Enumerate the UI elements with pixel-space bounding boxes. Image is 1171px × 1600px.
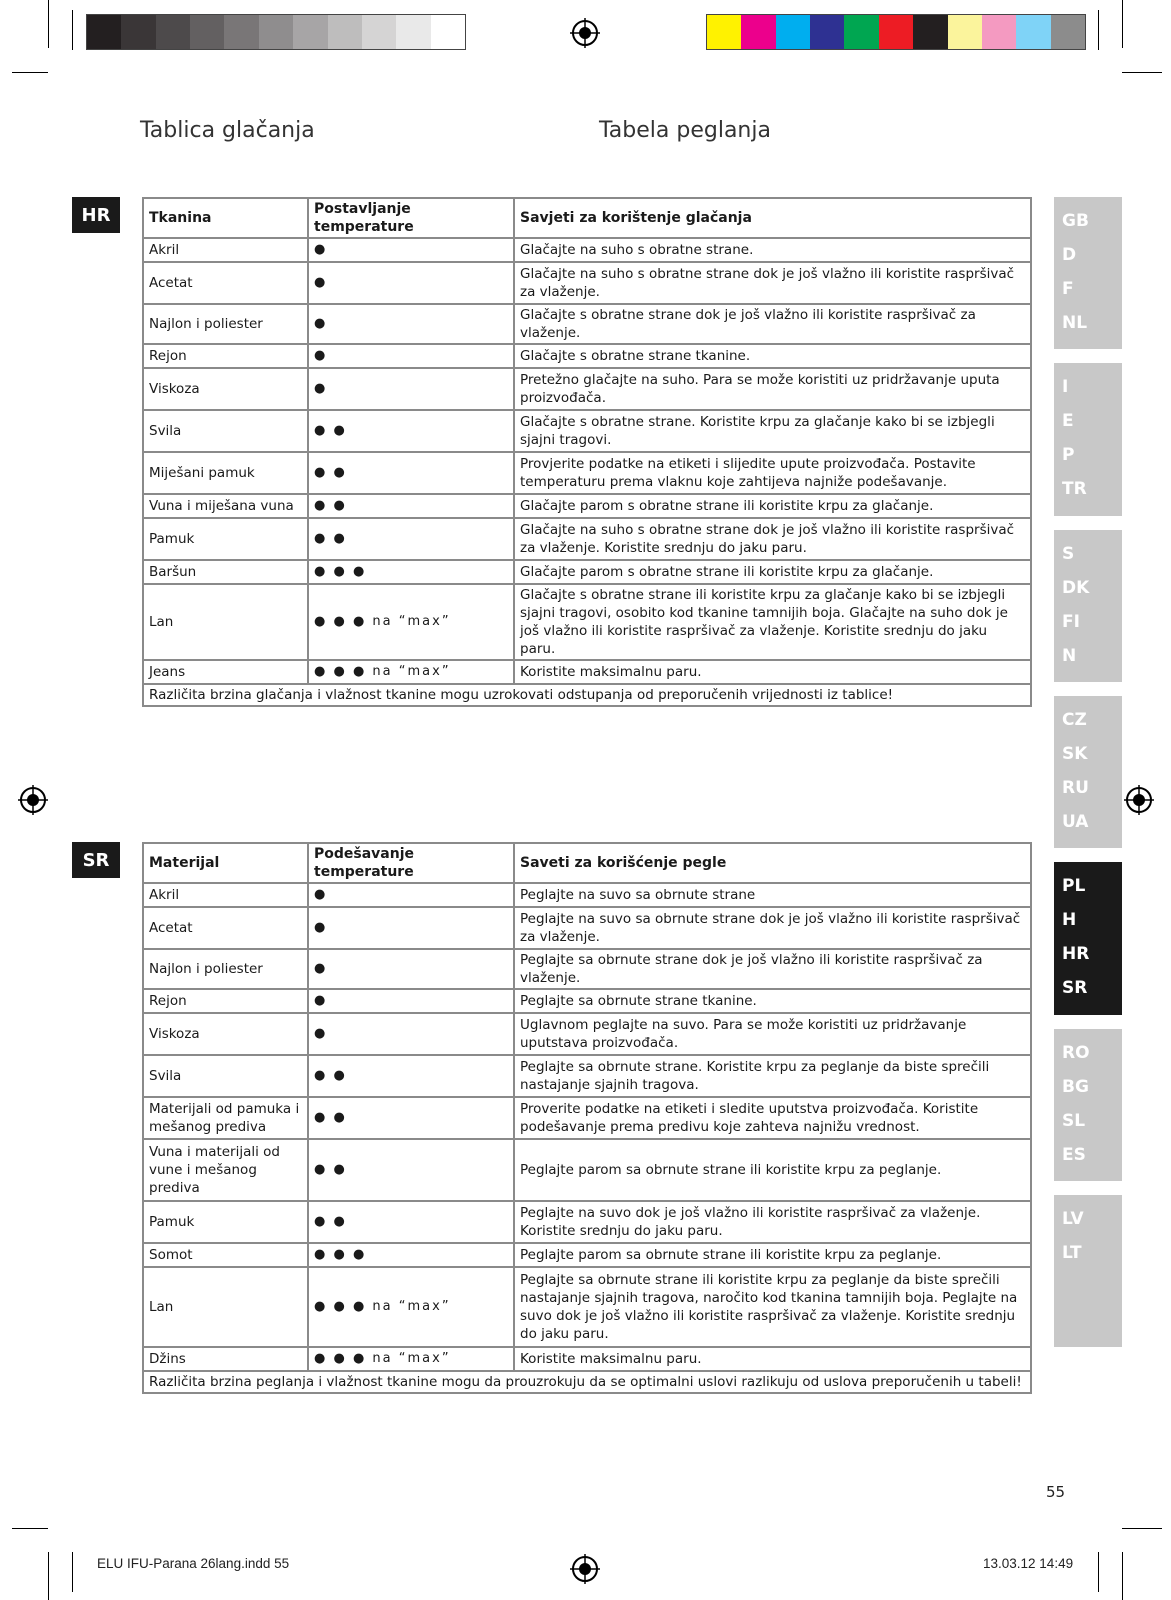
temperature-cell: ● ● ● na “max” (308, 660, 514, 684)
fabric-cell: Akril (143, 883, 308, 907)
temperature-cell: ● (308, 989, 514, 1013)
fabric-cell: Miješani pamuk (143, 452, 308, 494)
registration-mark-icon (1124, 785, 1154, 815)
table-row (143, 883, 1031, 907)
table-row (143, 1243, 1031, 1267)
fabric-cell: Džins (143, 1347, 308, 1371)
language-group (1054, 862, 1122, 1015)
temperature-cell: ● (308, 1013, 514, 1055)
page-number: 55 (1046, 1483, 1066, 1501)
registration-mark-icon (18, 785, 48, 815)
temperature-cell: ● ● ● (308, 1243, 514, 1267)
table-row (143, 368, 1031, 410)
temperature-cell: ● ● (308, 410, 514, 452)
temperature-cell: ● (308, 907, 514, 949)
table-row (143, 494, 1031, 518)
temperature-cell: ● ● (308, 1201, 514, 1243)
color-swatch (776, 15, 810, 49)
language-tab-sl: SL (1062, 1111, 1086, 1131)
tip-cell: Glačajte na suho s obratne strane. (514, 238, 1031, 262)
crop-mark (48, 0, 49, 48)
language-tab-h: H (1062, 910, 1077, 930)
language-tab-pl: PL (1062, 876, 1086, 896)
color-swatch (293, 15, 327, 49)
crop-mark (12, 72, 48, 73)
temperature-cell: ● (308, 304, 514, 344)
table-header-row (143, 843, 1031, 883)
registration-mark-icon (570, 18, 600, 48)
temperature-cell: ● (308, 262, 514, 304)
table-row (143, 304, 1031, 344)
temperature-cell: ● (308, 368, 514, 410)
table-row (143, 410, 1031, 452)
language-tab-lv: LV (1062, 1209, 1084, 1229)
language-tab-f: F (1062, 279, 1074, 299)
language-tab-p: P (1062, 445, 1075, 465)
tip-cell: Koristite maksimalnu paru. (514, 1347, 1031, 1371)
color-swatch (190, 15, 224, 49)
fabric-cell: Lan (143, 584, 308, 660)
table-row (143, 1347, 1031, 1371)
color-swatch (121, 15, 155, 49)
tip-cell: Glačajte s obratne strane. Koristite krpu za glačanje kako bi se izbjegli sjajni tragovi. (514, 410, 1031, 452)
language-group (1054, 696, 1122, 848)
tip-cell: Glačajte s obratne strane tkanine. (514, 344, 1031, 368)
language-group (1054, 1029, 1122, 1181)
footer-file-name: ELU IFU-Parana 26lang.indd 55 (97, 1556, 290, 1571)
fabric-cell: Acetat (143, 907, 308, 949)
ironing-table-hr (142, 197, 1032, 707)
table-row (143, 907, 1031, 949)
column-header: Podešavanje temperature (308, 843, 514, 883)
tip-cell: Peglajte sa obrnute strane dok je još vlažno ili koristite raspršivač za vlaženje. (514, 949, 1031, 989)
fabric-cell: Rejon (143, 989, 308, 1013)
tip-cell: Proverite podatke na etiketi i sledite uputstva proizvođača. Koristite podešavanje prema predivu koje zahteva najnižu vrednost. (514, 1097, 1031, 1139)
language-tab-ru: RU (1062, 778, 1089, 798)
color-swatch (948, 15, 982, 49)
temperature-cell: ● ● ● na “max” (308, 1267, 514, 1347)
fabric-cell: Acetat (143, 262, 308, 304)
fabric-cell: Pamuk (143, 518, 308, 560)
section-label-hr: HR (72, 197, 120, 233)
temperature-cell: ● ● ● na “max” (308, 1347, 514, 1371)
temperature-cell: ● ● (308, 452, 514, 494)
process-color-bar (706, 14, 1086, 50)
color-swatch (913, 15, 947, 49)
language-group (1054, 530, 1122, 682)
tip-cell: Glačajte parom s obratne strane ili koristite krpu za glačanje. (514, 560, 1031, 584)
fabric-cell: Baršun (143, 560, 308, 584)
crop-mark (48, 1552, 49, 1600)
column-header: Saveti za korišćenje pegle (514, 843, 1031, 883)
fabric-cell: Svila (143, 1055, 308, 1097)
tip-cell: Glačajte s obratne strane dok je još vlažno ili koristite raspršivač za vlaženje. (514, 304, 1031, 344)
tip-cell: Provjerite podatke na etiketi i slijedite upute proizvođača. Postavite temperaturu prema vlaknu koje zahtijeva najniže podešavanje. (514, 452, 1031, 494)
tip-cell: Glačajte na suho s obratne strane dok je još vlažno ili koristite raspršivač za vlaženje. Koristite srednju do jaku paru. (514, 518, 1031, 560)
language-group (1054, 197, 1122, 349)
temperature-cell: ● (308, 344, 514, 368)
fabric-cell: Najlon i poliester (143, 304, 308, 344)
fabric-cell: Viskoza (143, 1013, 308, 1055)
table-header-row (143, 198, 1031, 238)
fabric-cell: Lan (143, 1267, 308, 1347)
fabric-cell: Akril (143, 238, 308, 262)
ironing-table-sr (142, 842, 1032, 1394)
fabric-cell: Najlon i poliester (143, 949, 308, 989)
color-swatch (156, 15, 190, 49)
temperature-cell: ● ● ● na “max” (308, 584, 514, 660)
language-group (1054, 363, 1122, 516)
fabric-cell: Vuna i materijali od vune i mešanog prediva (143, 1139, 308, 1201)
color-swatch (1051, 15, 1085, 49)
language-tab-i: I (1062, 377, 1069, 397)
language-tab-nl: NL (1062, 313, 1088, 333)
table-row (143, 1013, 1031, 1055)
table-row (143, 989, 1031, 1013)
footer-date: 13.03.12 14:49 (983, 1556, 1074, 1571)
color-swatch (879, 15, 913, 49)
crop-mark (12, 1528, 48, 1529)
column-header: Tkanina (143, 198, 308, 238)
temperature-cell: ● ● (308, 518, 514, 560)
color-swatch (224, 15, 258, 49)
language-tab-sr: SR (1062, 978, 1088, 998)
crop-mark (1122, 1552, 1123, 1600)
crop-mark (1098, 10, 1099, 50)
table-row (143, 560, 1031, 584)
language-tab-cz: CZ (1062, 710, 1087, 730)
temperature-cell: ● ● (308, 1139, 514, 1201)
language-tab-bg: BG (1062, 1077, 1089, 1097)
table-row (143, 1201, 1031, 1243)
tip-cell: Glačajte parom s obratne strane ili koristite krpu za glačanje. (514, 494, 1031, 518)
table-row (143, 518, 1031, 560)
tip-cell: Peglajte sa obrnute strane tkanine. (514, 989, 1031, 1013)
tip-cell: Peglajte sa obrnute strane. Koristite krpu za peglanje da biste sprečili nastajanje sjajnih tragova. (514, 1055, 1031, 1097)
table-row (143, 949, 1031, 989)
fabric-cell: Viskoza (143, 368, 308, 410)
language-tab-n: N (1062, 646, 1077, 666)
color-swatch (259, 15, 293, 49)
tip-cell: Koristite maksimalnu paru. (514, 660, 1031, 684)
tip-cell: Peglajte parom sa obrnute strane ili koristite krpu za peglanje. (514, 1243, 1031, 1267)
language-tab-gb: GB (1062, 211, 1089, 231)
language-tab-sk: SK (1062, 744, 1088, 764)
table-row (143, 238, 1031, 262)
table-note: Različita brzina peglanja i vlažnost tkanine mogu da prouzrokuju da se optimalni uslovi razlikuju od uslova preporučenih u tabeli! (143, 1371, 1031, 1393)
color-swatch (362, 15, 396, 49)
table-row (143, 452, 1031, 494)
fabric-cell: Rejon (143, 344, 308, 368)
crop-mark (1098, 1552, 1099, 1592)
fabric-cell: Pamuk (143, 1201, 308, 1243)
color-swatch (707, 15, 741, 49)
color-swatch (982, 15, 1016, 49)
language-tab-lt: LT (1062, 1243, 1082, 1263)
color-swatch (328, 15, 362, 49)
column-header: Postavljanje temperature (308, 198, 514, 238)
fabric-cell: Somot (143, 1243, 308, 1267)
language-tab-fi: FI (1062, 612, 1080, 632)
crop-mark (72, 10, 73, 50)
language-tab-es: ES (1062, 1145, 1086, 1165)
tip-cell: Peglajte na suvo dok je još vlažno ili koristite raspršivač za vlaženje. Koristite srednju do jaku paru. (514, 1201, 1031, 1243)
temperature-cell: ● ● ● (308, 560, 514, 584)
tip-cell: Peglajte na suvo sa obrnute strane dok je još vlažno ili koristite raspršivač za vlaženje. (514, 907, 1031, 949)
tip-cell: Pretežno glačajte na suho. Para se može koristiti uz pridržavanje uputa proizvođača. (514, 368, 1031, 410)
table-row (143, 1267, 1031, 1347)
crop-mark (1122, 1528, 1162, 1529)
table-note: Različita brzina glačanja i vlažnost tkanine mogu uzrokovati odstupanja od preporučenih vrijednosti iz tablice! (143, 684, 1031, 706)
color-swatch (844, 15, 878, 49)
table-row (143, 344, 1031, 368)
fabric-cell: Svila (143, 410, 308, 452)
table-row (143, 1139, 1031, 1201)
temperature-cell: ● ● (308, 494, 514, 518)
tip-cell: Peglajte parom sa obrnute strane ili koristite krpu za peglanje. (514, 1139, 1031, 1201)
table-row (143, 584, 1031, 660)
page-title-sr: Tabela peglanja (599, 118, 771, 143)
temperature-cell: ● ● (308, 1055, 514, 1097)
language-group (1054, 1195, 1122, 1347)
table-note-row (143, 684, 1031, 706)
table-note-row (143, 1371, 1031, 1393)
language-tab-d: D (1062, 245, 1077, 265)
temperature-cell: ● ● (308, 1097, 514, 1139)
grayscale-color-bar (86, 14, 466, 50)
language-tab-hr: HR (1062, 944, 1090, 964)
language-tab-s: S (1062, 544, 1075, 564)
column-header: Materijal (143, 843, 308, 883)
table-row (143, 660, 1031, 684)
crop-mark (1122, 72, 1162, 73)
tip-cell: Uglavnom peglajte na suvo. Para se može koristiti uz pridržavanje uputstava proizvođača. (514, 1013, 1031, 1055)
crop-mark (1122, 0, 1123, 48)
color-swatch (741, 15, 775, 49)
fabric-cell: Jeans (143, 660, 308, 684)
table-row (143, 1055, 1031, 1097)
page-title-hr: Tablica glačanja (140, 118, 315, 143)
color-swatch (396, 15, 430, 49)
language-tab-dk: DK (1062, 578, 1090, 598)
color-swatch (87, 15, 121, 49)
table-row (143, 262, 1031, 304)
temperature-cell: ● (308, 238, 514, 262)
color-swatch (431, 15, 465, 49)
tip-cell: Glačajte s obratne strane ili koristite krpu za glačanje kako bi se izbjegli sjajni tragovi, osobito kod tkanine tamnijih boja. Glačajte na suho dok je još vlažno ili koristite raspršivač za vlaženje. Koristite srednju do jaku paru. (514, 584, 1031, 660)
fabric-cell: Materijali od pamuka i mešanog prediva (143, 1097, 308, 1139)
crop-mark (72, 1552, 73, 1592)
section-label-sr: SR (72, 842, 120, 878)
table-row (143, 1097, 1031, 1139)
color-swatch (810, 15, 844, 49)
fabric-cell: Vuna i miješana vuna (143, 494, 308, 518)
column-header: Savjeti za korištenje glačanja (514, 198, 1031, 238)
language-tab-tr: TR (1062, 479, 1087, 499)
language-tab-ro: RO (1062, 1043, 1090, 1063)
tip-cell: Glačajte na suho s obratne strane dok je još vlažno ili koristite raspršivač za vlaženje. (514, 262, 1031, 304)
temperature-cell: ● (308, 949, 514, 989)
tip-cell: Peglajte sa obrnute strane ili koristite krpu za peglanje da biste sprečili nastajanje sjajnih tragova, naročito kod tkanina tamnijih boja. Peglajte na suvo dok je još vlažno ili koristite raspršivač za vlaženje. Koristite srednju do jaku paru. (514, 1267, 1031, 1347)
language-tab-e: E (1062, 411, 1074, 431)
registration-mark-icon (570, 1554, 600, 1584)
language-tab-ua: UA (1062, 812, 1089, 832)
temperature-cell: ● (308, 883, 514, 907)
color-swatch (1016, 15, 1050, 49)
tip-cell: Peglajte na suvo sa obrnute strane (514, 883, 1031, 907)
